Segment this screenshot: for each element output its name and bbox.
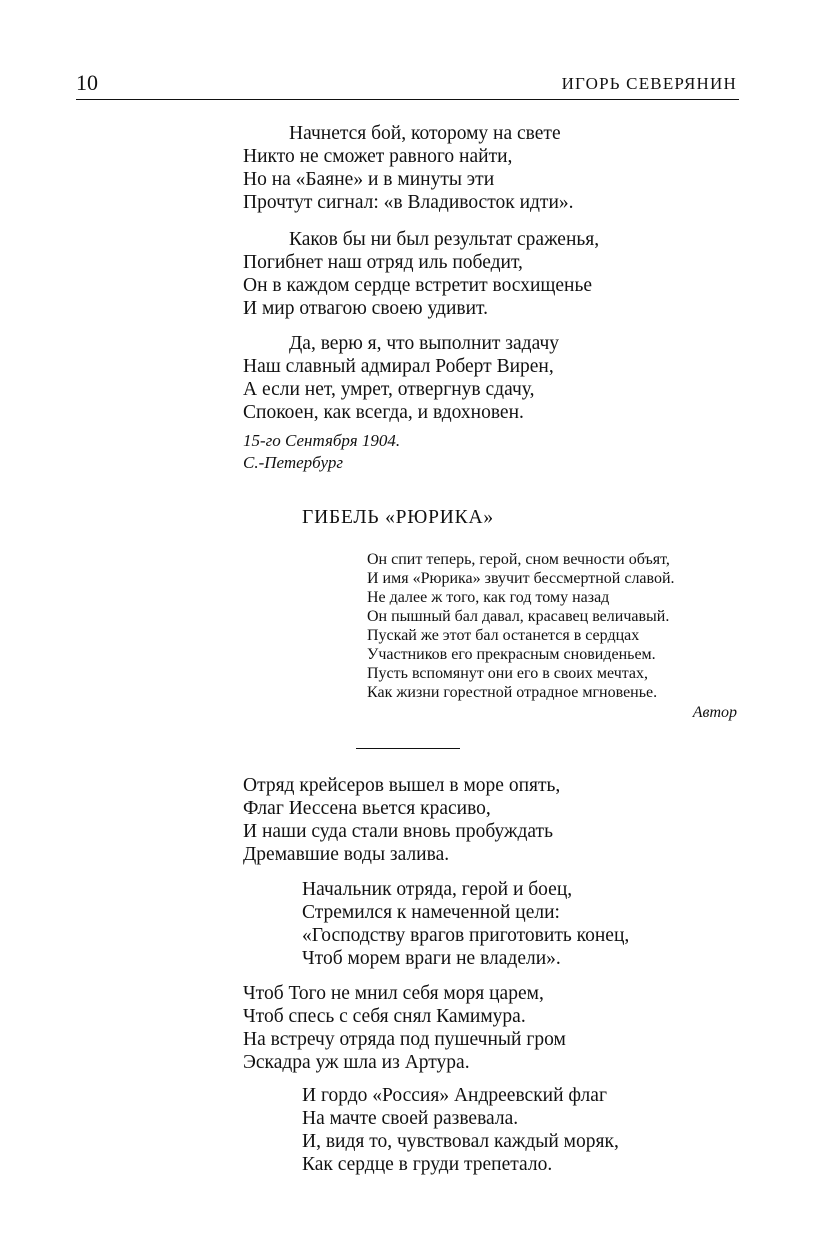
verse-line: Флаг Иессена вьется красиво, bbox=[243, 798, 491, 819]
verse-line: Каков бы ни был результат сраженья, bbox=[289, 229, 600, 250]
epigraph-line: И имя «Рюрика» звучит бессмертной славой. bbox=[367, 570, 675, 587]
verse-line: Чтоб спесь с себя снял Камимура. bbox=[243, 1006, 526, 1027]
epigraph bbox=[367, 550, 675, 702]
verse-line: А если нет, умрет, отвергнув сдачу, bbox=[243, 379, 535, 400]
verse-line: Начальник отряда, герой и боец, bbox=[302, 879, 573, 900]
section-divider bbox=[356, 748, 460, 749]
verse-line: И гордо «Россия» Андреевский флаг bbox=[302, 1085, 607, 1106]
epigraph-line: Участников его прекрасным сновиденьем. bbox=[367, 646, 656, 663]
running-head: ИГОРЬ СЕВЕРЯНИН bbox=[561, 74, 737, 93]
verse-line: На мачте своей развевала. bbox=[302, 1108, 519, 1129]
stanza bbox=[302, 878, 629, 970]
verse-line: Он в каждом сердце встретит восхищенье bbox=[243, 275, 593, 296]
epigraph-line: Не далее ж того, как год тому назад bbox=[367, 589, 610, 606]
epigraph-line: Он спит теперь, герой, сном вечности объят, bbox=[367, 551, 670, 568]
verse-line: Да, верю я, что выполнит задачу bbox=[289, 333, 560, 354]
header-rule bbox=[76, 99, 739, 100]
epigraph-line: Пускай же этот бал останется в сердцах bbox=[367, 627, 640, 644]
verse-line: На встречу отряда под пушечный гром bbox=[243, 1029, 566, 1050]
dateline bbox=[243, 430, 400, 474]
verse-line: Стремился к намеченной цели: bbox=[302, 902, 560, 923]
verse-line: Чтоб Того не мнил себя моря царем, bbox=[243, 983, 544, 1004]
epigraph-line: Как жизни горестной отрадное мгновенье. bbox=[367, 684, 658, 701]
verse-line: Начнется бой, которому на свете bbox=[289, 123, 561, 144]
verse-line: Спокоен, как всегда, и вдохновен. bbox=[243, 402, 524, 423]
stanza bbox=[243, 774, 560, 866]
verse-line: Но на «Баяне» и в минуты эти bbox=[243, 169, 495, 190]
verse-line: Никто не сможет равного найти, bbox=[243, 146, 513, 167]
verse-line: Дремавшие воды залива. bbox=[243, 844, 450, 865]
verse-line: Наш славный адмирал Роберт Вирен, bbox=[243, 356, 554, 377]
verse-line: И, видя то, чувствовал каждый моряк, bbox=[302, 1131, 619, 1152]
verse-line: Чтоб морем враги не владели». bbox=[302, 948, 561, 969]
poem-title: ГИБЕЛЬ «РЮРИКА» bbox=[302, 507, 494, 528]
poem-place: С.-Петербург bbox=[243, 453, 343, 472]
stanza bbox=[243, 332, 559, 424]
stanza bbox=[243, 122, 574, 214]
stanza bbox=[243, 228, 599, 320]
verse-line: Прочтут сигнал: «в Владивосток идти». bbox=[243, 192, 574, 213]
stanza bbox=[302, 1084, 619, 1176]
page-number: 10 bbox=[76, 70, 98, 95]
verse-line: И наши суда стали вновь пробуждать bbox=[243, 821, 553, 842]
verse-line: Погибнет наш отряд иль победит, bbox=[243, 252, 523, 273]
epigraph-author: Автор bbox=[692, 704, 737, 721]
stanza bbox=[243, 982, 566, 1074]
poem-date: 15-го Сентября 1904. bbox=[243, 431, 401, 450]
verse-line: Как сердце в груди трепетало. bbox=[302, 1154, 553, 1175]
verse-line: Эскадра уж шла из Артура. bbox=[243, 1052, 470, 1073]
epigraph-line: Он пышный бал давал, красавец величавый. bbox=[367, 608, 670, 625]
verse-line: Отряд крейсеров вышел в море опять, bbox=[243, 775, 561, 796]
verse-line: И мир отвагою своею удивит. bbox=[243, 298, 488, 319]
epigraph-line: Пусть вспомянут они его в своих мечтах, bbox=[367, 665, 649, 682]
verse-line: «Господству врагов приготовить конец, bbox=[302, 925, 630, 946]
